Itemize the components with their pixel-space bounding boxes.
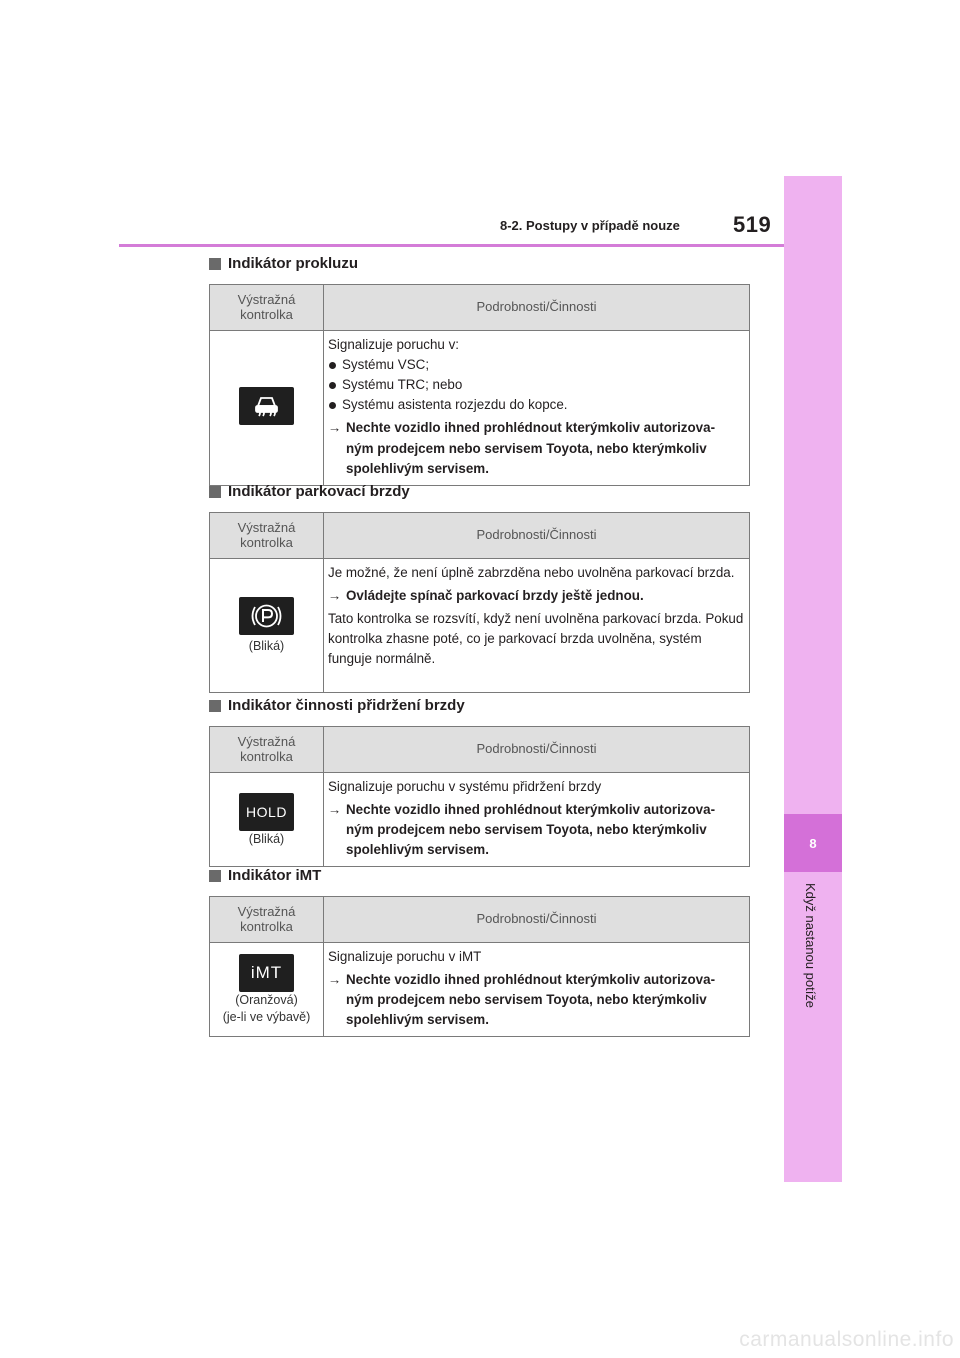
col-header-light: Výstražná kontrolka: [210, 285, 324, 331]
detail-bullet: Systému VSC;: [328, 355, 745, 375]
detail-intro: Signalizuje poruchu v systému přidržení brzdy: [328, 779, 602, 794]
square-bullet-icon: [209, 700, 221, 712]
detail-action: → Nechte vozidlo ihned prohlédnout kterýmkoliv autorizova- ným prodejcem nebo servisem Toyota, nebo kterýmkoliv spolehlivým servisem.: [328, 420, 716, 476]
header-section-title: 8-2. Postupy v případě nouze: [500, 218, 680, 233]
warning-table-brake-hold: [209, 726, 750, 867]
col-header-details: Podrobnosti/Činnosti: [324, 285, 750, 331]
arrow-icon: →: [328, 420, 342, 436]
icon-note: (je-li ve výbavě): [222, 1009, 311, 1024]
section-title-imt: Indikátor iMT: [209, 867, 321, 884]
section-title-brake-hold: Indikátor činnosti přidržení brzdy: [209, 697, 465, 714]
page-number: 519: [733, 212, 772, 237]
col-header-light: Výstražná kontrolka: [210, 897, 324, 943]
col-header-light: Výstražná kontrolka: [210, 513, 324, 559]
chapter-number: 8: [784, 814, 842, 872]
square-bullet-icon: [209, 486, 221, 498]
warning-table-imt: [209, 896, 750, 1037]
skid-indicator-icon: [239, 387, 294, 425]
parking-brake-icon: [239, 597, 294, 635]
icon-note: (Oranžová): [235, 993, 298, 1008]
square-bullet-icon: [209, 258, 221, 270]
col-header-details: Podrobnosti/Činnosti: [324, 897, 750, 943]
chapter-side-tab: [784, 176, 842, 1182]
detail-action: → Ovládejte spínač parkovací brzdy ještě jednou.: [328, 586, 745, 606]
arrow-icon: →: [328, 802, 342, 818]
square-bullet-icon: [209, 870, 221, 882]
col-header-details: Podrobnosti/Činnosti: [324, 513, 750, 559]
detail-extra: Tato kontrolka se rozsvítí, když není uvolněna parkovací brzda. Pokud kontrolka zhasne poté, co je parkovací brzda uvolněna, systém funguje normálně.: [328, 611, 744, 667]
detail-bullet: Systému TRC; nebo: [328, 375, 745, 395]
icon-note: (Bliká): [248, 831, 285, 846]
imt-indicator-icon: iMT: [239, 954, 294, 992]
warning-table-skid: [209, 284, 750, 486]
col-header-details: Podrobnosti/Činnosti: [324, 727, 750, 773]
arrow-icon: →: [328, 588, 342, 604]
arrow-icon: →: [328, 972, 342, 988]
section-title-parking-brake: Indikátor parkovací brzdy: [209, 483, 410, 500]
chapter-label: Když nastanou potíže: [803, 883, 818, 1009]
detail-intro: Signalizuje poruchu v iMT: [328, 949, 482, 964]
warning-table-parking-brake: [209, 512, 750, 693]
icon-note: (Bliká): [248, 638, 285, 653]
col-header-light: Výstražná kontrolka: [210, 727, 324, 773]
detail-action: → Nechte vozidlo ihned prohlédnout kterýmkoliv autorizova- ným prodejcem nebo servisem Toyota, nebo kterýmkoliv spolehlivým servisem.: [328, 972, 716, 1028]
section-title-skid: Indikátor prokluzu: [209, 255, 358, 272]
detail-intro: Je možné, že není úplně zabrzděna nebo uvolněna parkovací brzda.: [328, 565, 735, 580]
detail-bullet: Systému asistenta rozjezdu do kopce.: [328, 395, 745, 415]
detail-intro: Signalizuje poruchu v:: [328, 337, 460, 352]
header-rule: [119, 244, 784, 247]
detail-action: → Nechte vozidlo ihned prohlédnout kterýmkoliv autorizova- ným prodejcem nebo servisem Toyota, nebo kterýmkoliv spolehlivým servisem.: [328, 802, 716, 858]
footer-watermark: carmanualsonline.info: [739, 1328, 954, 1351]
hold-indicator-icon: HOLD: [239, 793, 294, 831]
